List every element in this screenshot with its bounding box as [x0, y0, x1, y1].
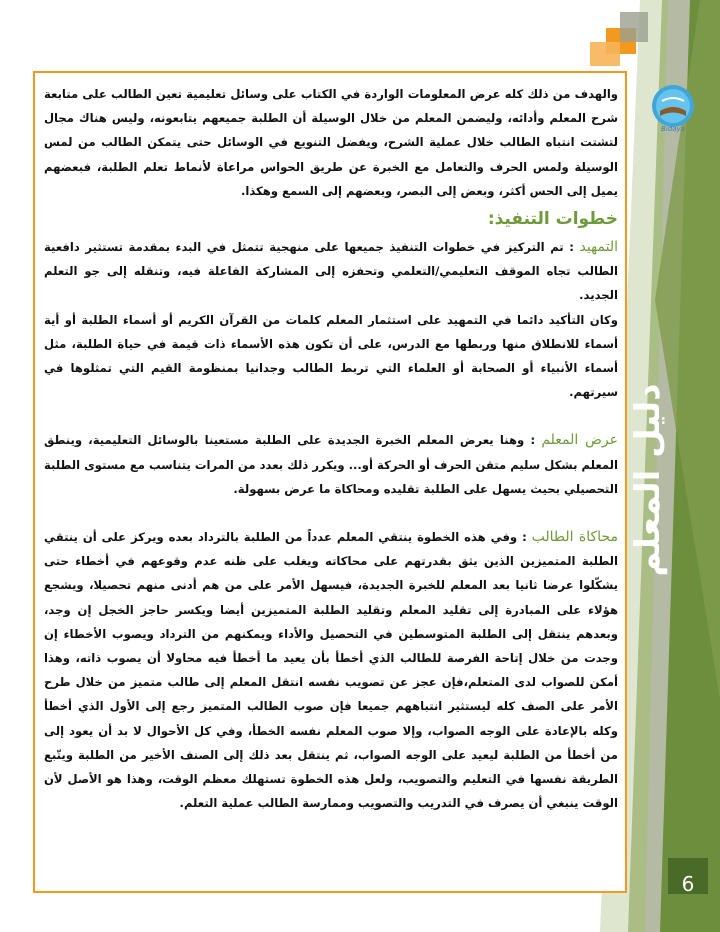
intro-step-text: : تم التركيز في خطوات التنفيذ جميعها على منهجية تتمثل في البدء بمقدمة تستثير دافعية الطالب تجاه الموقف التعليمي/التعلمي وتحفزه إلى المشاركة الفاعلة فيه، وتنقله إلى جو التعلم الجديد.: [44, 240, 618, 303]
intro-paragraph: والهدف من ذلك كله عرض المعلومات الواردة في الكتاب على وسائل تعليمية تعين الطالب على متابعة شرح المعلم وأدائه، وليضمن المعلم من خلال الوسيلة أن الطلبة جميعهم يتابعونه، وليس هناك مجال لتشتت انتباه الطالب خلال عملية الشرح، ويفضل التنويع في الوسائل حتى يتمكن الطالب من لمس الوسيلة ولمس الحرف والتعامل مع الخبرة عن طريق الحواس مراعاة لأنماط تعلم الطلبة، فبعضهم يميل إلى الحس أكثر، وبعض إلى البصر، وبعضهم إلى السمع وهكذا.: [44, 87, 618, 198]
orange-square-bottom: [590, 42, 620, 66]
imitation-step-text: : وفي هذه الخطوة ينتقي المعلم عدداً من الطلبة بالترداد بعده ويركز على أن ينتقي الطلبة المتميزين الذين يثق بقدرتهم على محاكاته ويغلب على ظنه عدم وقوعهم في أخطاء حتى يشكّلوا عرضا ثانيا بعد المعلم للخبرة الجديدة، فيسهل الأمر على من هم أدنى منهم تحصيلا، ويشجع هؤلاء على المبادرة إلى تقليد المعلم وتقليد الطلبة المتميزين أيضا ويكسر حاجز الخجل إن وجد، وبعدهم ينتقل إلى الطلبة المتوسطين في التحصيل والأداء ويمكنهم من الترداد ويصوب الأخطاء إن وجدت من خلال إتاحة الفرصة للطالب الذي أخطأ بأن يعيد ما أخطأ فيه محاولا أن يصوب ذاته، وهذا أمكن للصواب لدى المتعلم،فإن عجز عن تصويب نفسه انتقل المعلم إلى طالب متميز من خلال طرح الأمر على الصف كله ليستثير انتباههم جميعا فإن صوب الطالب المتميز رجع إلى الأول الذي أخطأ وكله بالإعادة على الوجه الصواب، وإلا صوب المعلم نفسه الخطأ، وفي كل الأحوال لا بد أن يعود إلى من أخطأ من الطلبة ليعيد على الوجه الصواب، ثم ينتقل بعد ذلك إلى الصنف الأخير من الطلبة ويتّبع الطريقة نفسها في التعليم والتصويب، ولعل هذه الخطوة تستهلك معظم الوقت، وهذا هو الأصل لأن الوقت ينبغي أن يصرف في التدريب والتصويب وممارسة الطالب عملية التعلم.: [44, 530, 618, 811]
main-text: [44, 82, 618, 815]
teacher-step-label: عرض المعلم: [541, 432, 618, 449]
intro-step-continued: وكان التأكيد دائما في التمهيد على استثمار المعلم كلمات من القرآن الكريم أو أسماء الطلبة أو أية أسماء للانطلاق منها وربطها مع الدرس، على أن تكون هذه الأسماء ذات قيمة في حياة الطلبة، مثل أسماء الأنبياء أو الصحابة أو العلماء التي تربط الطالب وجدانيا بمنظومة القيم التي تمثلوها في سيرتهم.: [44, 312, 618, 400]
intro-step: [44, 235, 618, 308]
sidebar-title: دليل المعلم: [628, 383, 668, 577]
steps-heading: خطوات التنفيذ:: [487, 209, 618, 230]
page-number: 6: [681, 872, 695, 896]
teacher-step: [44, 428, 618, 501]
intro-step-label: التمهيد: [579, 239, 618, 256]
teacher-step-text: : وهنا يعرض المعلم الخبرة الجديدة على الطلبة مستعينا بالوسائل التعليمية، وينطق المعلم بشكل سليم متقن الحرف أو الحركة أو... ويكرر ذلك بعدد من المرات يتناسب مع مستوى الطلبة التحصيلي بحيث يسهل على الطلبة تقليده ومحاكاة ما عرض بسهولة.: [44, 433, 618, 496]
gray-square: [620, 12, 648, 42]
bidaya-logo: [650, 83, 696, 129]
logo-label: Bidaya: [661, 125, 685, 133]
imitation-step: [44, 525, 618, 815]
imitation-step-label: محاكاة الطالب: [531, 529, 618, 546]
